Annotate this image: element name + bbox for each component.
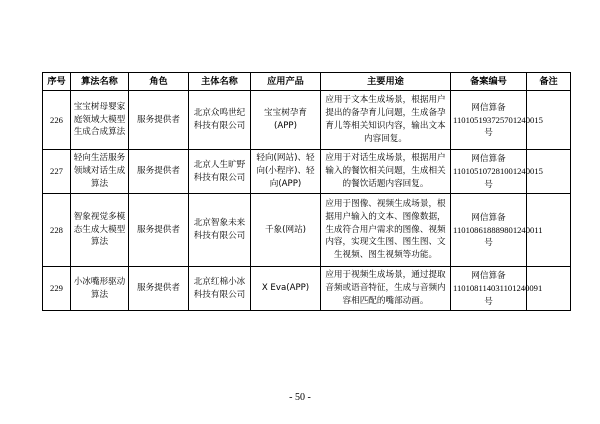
row-role: 服务提供者 [129, 194, 189, 267]
row-product: 轻向(网站)、轻向(小程序)、轻向(APP) [251, 150, 321, 194]
row-record-number: 网信算备110105193725701240015号 [451, 91, 527, 150]
header-product: 应用产品 [251, 73, 321, 91]
row-algorithm-name: 智象视觉多模态生成大模型算法 [71, 194, 129, 267]
header-record-number: 备案编号 [451, 73, 527, 91]
algorithm-registry-table [42, 72, 571, 311]
row-role: 服务提供者 [129, 267, 189, 311]
row-seq: 226 [43, 91, 71, 150]
header-algorithm-name: 算法名称 [71, 73, 129, 91]
row-entity-name: 北京红棉小冰科技有限公司 [189, 267, 251, 311]
row-record-number: 网信算备110105107281001240015号 [451, 150, 527, 194]
table-row [43, 194, 571, 267]
row-role: 服务提供者 [129, 91, 189, 150]
row-seq: 227 [43, 150, 71, 194]
table-row [43, 91, 571, 150]
row-record-number: 网信算备110108114031101240091号 [451, 267, 527, 311]
header-entity-name: 主体名称 [189, 73, 251, 91]
row-seq: 228 [43, 194, 71, 267]
row-purpose: 应用于图像、视频生成场景，根据用户输入的文本、图像数据，生成符合用户需求的图像、视频内容，实现文生图、图生图、文生视频、图生视频等功能。 [321, 194, 451, 267]
row-algorithm-name: 轻向生活服务领域对话生成算法 [71, 150, 129, 194]
row-product: X Eva(APP) [251, 267, 321, 311]
page-number: - 50 - [289, 392, 311, 403]
row-algorithm-name: 宝宝树母婴家庭领域大模型生成合成算法 [71, 91, 129, 150]
row-entity-name: 北京众鸣世纪科技有限公司 [189, 91, 251, 150]
header-seq: 序号 [43, 73, 71, 91]
row-entity-name: 北京智象未来科技有限公司 [189, 194, 251, 267]
row-entity-name: 北京人生旷野科技有限公司 [189, 150, 251, 194]
table-row [43, 267, 571, 311]
row-purpose: 应用于对话生成场景，根据用户输入的餐饮相关问题，生成相关的餐饮话题内容回复。 [321, 150, 451, 194]
table-row [43, 150, 571, 194]
row-purpose: 应用于文本生成场景，根据用户提出的备孕育儿问题，生成备孕育儿等相关知识内容，输出文本内容回复。 [321, 91, 451, 150]
row-purpose: 应用于视频生成场景，通过提取音频或语音特征，生成与音频内容相匹配的嘴部动画。 [321, 267, 451, 311]
row-product: 宝宝树孕育(APP) [251, 91, 321, 150]
table-header-row [43, 73, 571, 91]
row-role: 服务提供者 [129, 150, 189, 194]
row-product: 千象(网站) [251, 194, 321, 267]
header-purpose: 主要用途 [321, 73, 451, 91]
row-record-number: 网信算备110108618889801240011号 [451, 194, 527, 267]
header-role: 角色 [129, 73, 189, 91]
row-algorithm-name: 小冰嘴形驱动算法 [71, 267, 129, 311]
header-note: 备注 [527, 73, 571, 91]
row-seq: 229 [43, 267, 71, 311]
